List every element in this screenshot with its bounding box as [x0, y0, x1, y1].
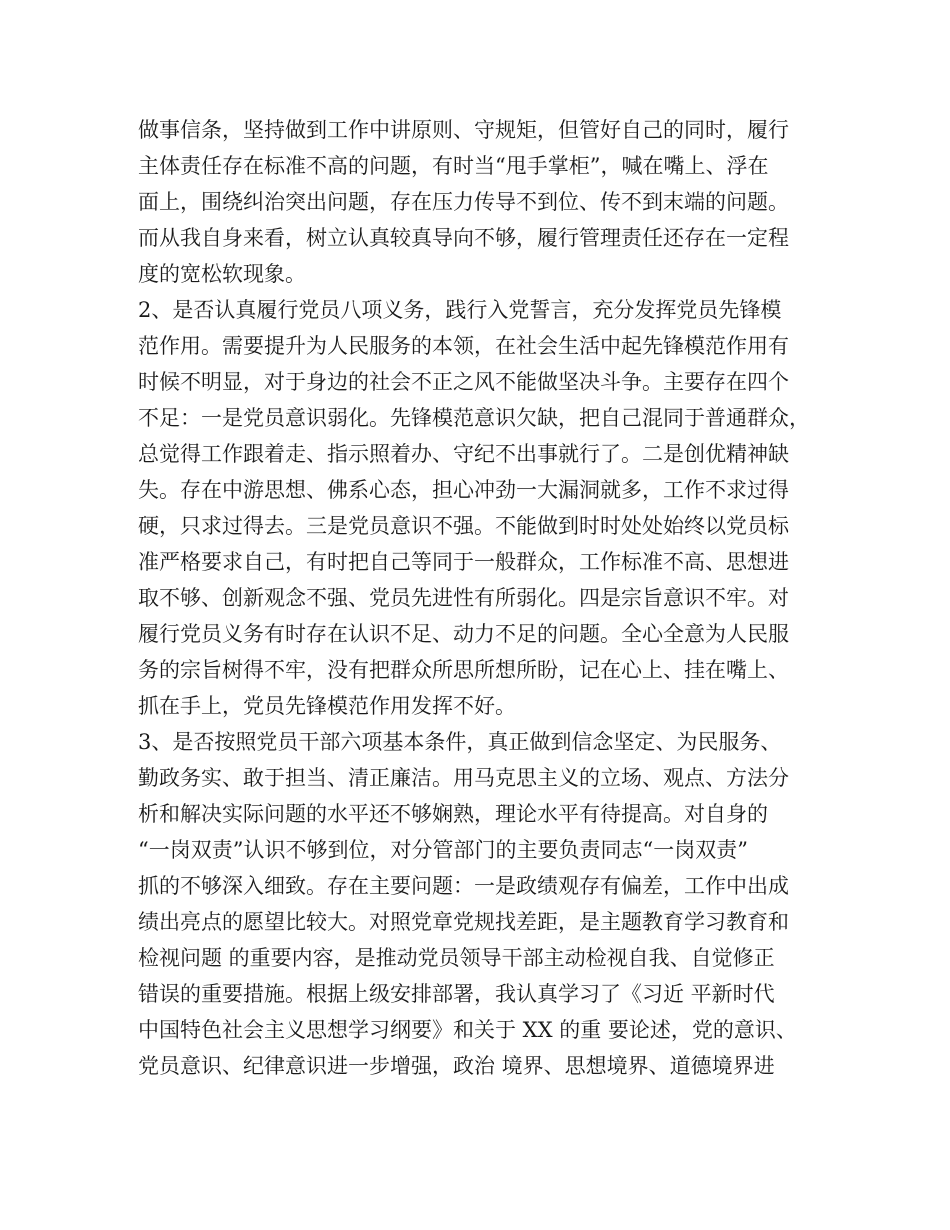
text-line: 时候不明显，对于身边的社会不正之风不能做坚决斗争。主要存在四个: [138, 370, 789, 394]
text-line: 履行党员义务有时存在认识不足、动力不足的问题。全心全意为人民服: [138, 622, 789, 646]
text-line: 而从我自身来看，树立认真较真导向不够，履行管理责任还存在一定程: [138, 226, 789, 250]
text-line: 党员意识、纪律意识进一步增强，政治 境界、思想境界、道德境界进: [138, 1054, 775, 1078]
text-line: 中国特色社会主义思想学习纲要》和关于 XX 的重 要论述，党的意识、: [138, 1018, 797, 1042]
text-line: 绩出亮点的愿望比较大。对照党章党规找差距，是主题教育学习教育和: [138, 910, 789, 934]
text-line: 度的宽松软现象。: [138, 262, 306, 286]
text-line: 准严格要求自己，有时把自己等同于一般群众，工作标准不高、思想进: [138, 550, 789, 574]
text-line: “一岗双责”认识不够到位，对分管部门的主要负责同志“一岗双责”: [138, 838, 748, 862]
text-line: 总觉得工作跟着走、指示照着办、守纪不出事就行了。二是创优精神缺: [138, 442, 789, 466]
text-line: 勤政务实、敢于担当、清正廉洁。用马克思主义的立场、观点、方法分: [138, 766, 789, 790]
text-line: 取不够、创新观念不强、党员先进性有所弱化。四是宗旨意识不牢。对: [138, 586, 789, 610]
text-line: 失。存在中游思想、佛系心态，担心冲劲一大漏洞就多，工作不求过得: [138, 478, 789, 502]
document-body: [138, 112, 828, 1084]
text-line: 不足：一是党员意识弱化。先锋模范意识欠缺，把自己混同于普通群众，: [138, 406, 810, 430]
text-line: 主体责任存在标准不高的问题，有时当“甩手掌柜”，喊在嘴上、浮在: [138, 154, 769, 178]
text-line: 析和解决实际问题的水平还不够娴熟，理论水平有待提高。对自身的: [138, 802, 768, 826]
text-line: 抓在手上，党员先锋模范作用发挥不好。: [138, 694, 516, 718]
text-line: 错误的重要措施。根据上级安排部署，我认真学习了《习近 平新时代: [138, 982, 775, 1006]
text-line: 硬，只求过得去。三是党员意识不强。不能做到时时处处始终以党员标: [138, 514, 789, 538]
text-line: 检视问题 的重要内容，是推动党员领导干部主动检视自我、自觉修正: [138, 946, 775, 970]
text-line: 抓的不够深入细致。存在主要问题：一是政绩观存有偏差，工作中出成: [138, 874, 789, 898]
text-line: 面上，围绕纠治突出问题，存在压力传导不到位、传不到末端的问题。: [138, 190, 789, 214]
text-line: 3、是否按照党员干部六项基本条件，真正做到信念坚定、为民服务、: [138, 730, 782, 754]
text-line: 范作用。需要提升为人民服务的本领，在社会生活中起先锋模范作用有: [138, 334, 789, 358]
text-line: 2、是否认真履行党员八项义务，践行入党誓言，充分发挥党员先锋模: [138, 298, 782, 322]
text-line: 务的宗旨树得不牢，没有把群众所思所想所盼，记在心上、挂在嘴上、: [138, 658, 789, 682]
text-line: 做事信条，坚持做到工作中讲原则、守规矩，但管好自己的同时，履行: [138, 118, 789, 142]
